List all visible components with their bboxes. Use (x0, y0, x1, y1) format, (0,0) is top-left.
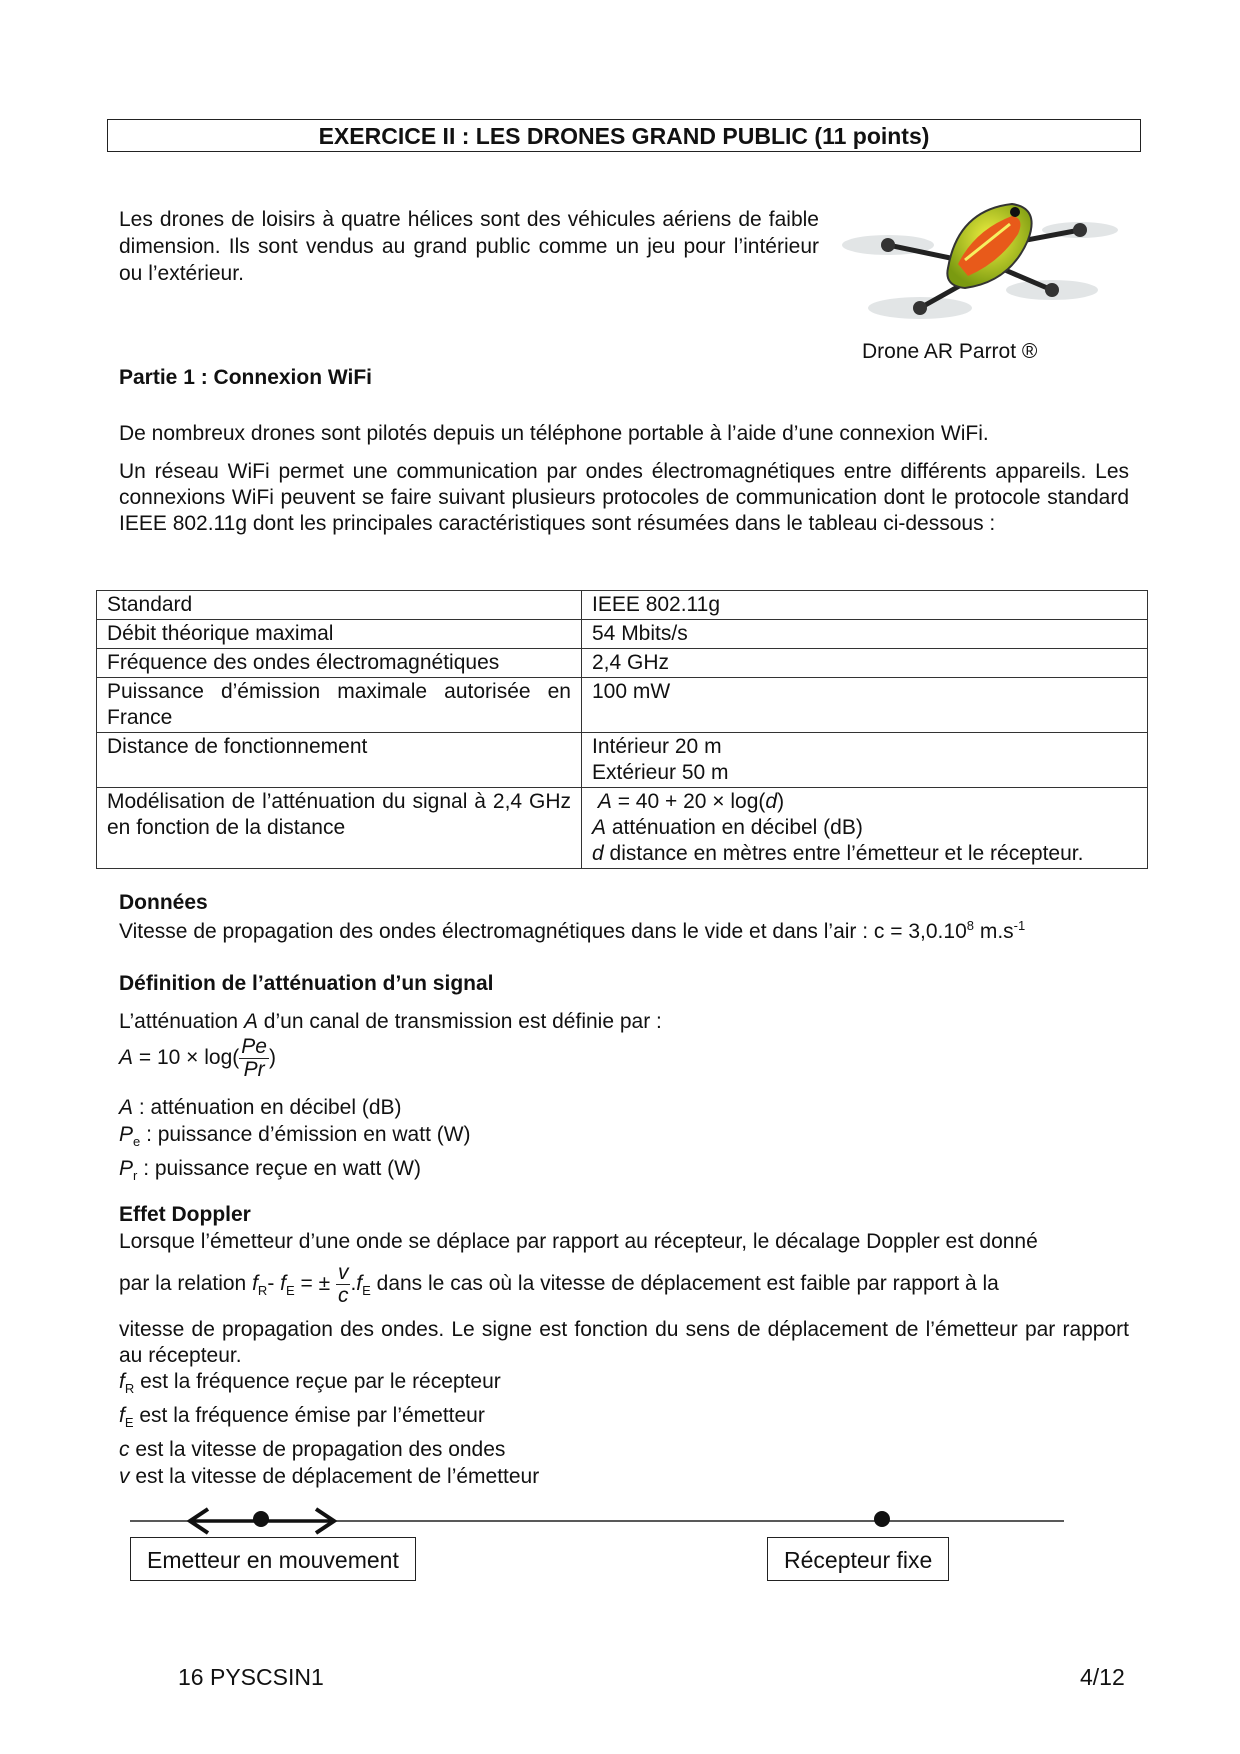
table-cell-label: Distance de fonctionnement (97, 733, 582, 788)
emitter-dot (253, 1511, 269, 1527)
table-row (97, 733, 1148, 788)
value-line: Extérieur 50 m (592, 761, 729, 784)
definition-v: v est la vitesse de déplacement de l’émetteur (119, 1465, 540, 1489)
attenuation-intro: L’atténuation A d’un canal de transmission est définie par : (119, 1010, 662, 1033)
table-cell-value (582, 788, 1148, 869)
attenuation-definitions (119, 1094, 471, 1189)
formula-definition-d: d distance en mètres entre l’émetteur et le récepteur. (592, 842, 1084, 865)
value-line: Intérieur 20 m (592, 735, 722, 758)
table-cell-value: 54 Mbits/s (582, 620, 1148, 649)
receiver-label: Récepteur fixe (767, 1537, 949, 1581)
table-row (97, 788, 1148, 869)
table-cell-value: IEEE 802.11g (582, 591, 1148, 620)
definition-fR: $f_R$ est la fréquence reçue par le récepteur (119, 1370, 501, 1397)
donnees-heading: Données (119, 891, 208, 914)
attenuation-heading: Définition de l’atténuation d’un signal (119, 972, 494, 995)
doppler-relation: par la relation $f_R-$ $f_E$ = ± $\frac{v}{c}$ $.f_E$ dans le cas où la vitesse de déplacement est faible par rapport à la (119, 1261, 999, 1307)
drone-image (840, 190, 1120, 335)
partie1-paragraph-2: Un réseau WiFi permet une communication par ondes électromagnétiques entre différents appareils. Les connexions WiFi peuvent se faire suivant plusieurs protocoles de communication dont le protocole standard IEEE 802.11g dont les principales caractéristiques sont résumées dans le tableau ci-dessous : (119, 460, 1129, 535)
wifi-spec-table (96, 590, 1148, 869)
intro-text: Les drones de loisirs à quatre hélices sont des véhicules aériens de faible dimension. Ils sont vendus au grand public comme un jeu pour l’intérieur ou l’extérieur. (119, 208, 819, 285)
formula-definition-A: A atténuation en décibel (dB) (592, 816, 863, 839)
table-row (97, 620, 1148, 649)
doppler-heading: Effet Doppler (119, 1203, 251, 1226)
table-cell-value: 100 mW (582, 678, 1148, 733)
power-fraction: $\frac{Pe}{Pr}$ (241, 1035, 267, 1081)
footer-code: 16 PYSCSIN1 (178, 1664, 324, 1690)
doppler-paragraph-2: vitesse de propagation des ondes. Le signe est fonction du sens de déplacement de l’émetteur par rapport au récepteur. (119, 1318, 1129, 1367)
doppler-definitions (119, 1368, 539, 1490)
receiver-dot (874, 1511, 890, 1527)
emitter-label: Emetteur en mouvement (130, 1537, 416, 1581)
table-cell-label: Standard (97, 591, 582, 620)
definition-A: A : atténuation en décibel (dB) (119, 1096, 402, 1119)
partie1-paragraph-1: De nombreux drones sont pilotés depuis un téléphone portable à l’aide d’une connexion WiFi. (119, 422, 989, 445)
table-cell-value (582, 733, 1148, 788)
table-cell-value: 2,4 GHz (582, 649, 1148, 678)
definition-Pr: $P_r$ : puissance reçue en watt (W) (119, 1157, 421, 1184)
speed-ratio-fraction: $\frac{v}{c}$ (337, 1261, 349, 1307)
table-cell-label: Puissance d’émission maximale autorisée en France (97, 678, 582, 733)
table-row (97, 591, 1148, 620)
attenuation-model-formula: A = 40 + 20 × log(d) (597, 790, 785, 813)
table-cell-label: Débit théorique maximal (97, 620, 582, 649)
table-row (97, 678, 1148, 733)
partie1-heading: Partie 1 : Connexion WiFi (119, 366, 373, 389)
table-cell-label: Modélisation de l’atténuation du signal à 2,4 GHz en fonction de la distance (97, 788, 582, 869)
attenuation-formula: A = 10 × log( $\frac{Pe}{Pr}$ ) (119, 1035, 276, 1081)
definition-c: c est la vitesse de propagation des ondes (119, 1438, 506, 1462)
definition-Pe: $P_e$ : puissance d’émission en watt (W) (119, 1123, 471, 1150)
donnees-text: Vitesse de propagation des ondes électromagnétiques dans le vide et dans l’air : $c = 3,0.10^8$ $m.s^{-1}$ (119, 918, 1026, 943)
page-number: 4/12 (1080, 1664, 1125, 1690)
drone-caption: Drone AR Parrot ® (862, 340, 1038, 363)
exercise-title: EXERCICE II : LES DRONES GRAND PUBLIC (11 points) (107, 119, 1141, 152)
doppler-paragraph-1: Lorsque l’émetteur d’une onde se déplace par rapport au récepteur, le décalage Doppler est donné (119, 1230, 1038, 1253)
table-row (97, 649, 1148, 678)
table-cell-label: Fréquence des ondes électromagnétiques (97, 649, 582, 678)
definition-fE: $f_E$ est la fréquence émise par l’émetteur (119, 1404, 485, 1431)
